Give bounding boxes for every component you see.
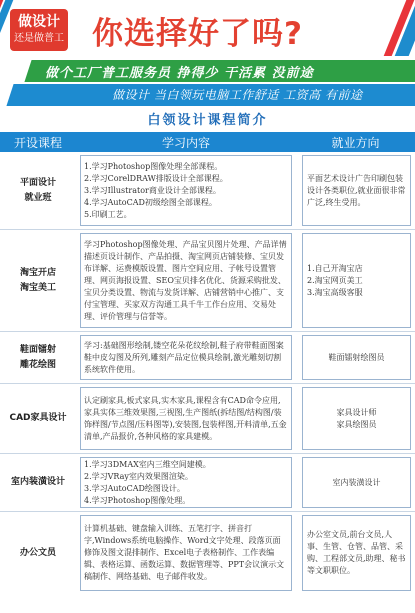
course-name — [0, 454, 76, 511]
table-row — [0, 230, 415, 332]
table-header — [0, 132, 415, 152]
header-content: 学习内容 — [161, 135, 210, 150]
content-line: 学习Photoshop图像处理、产品宝贝图片处理、产品详情描述页设计制作、产品拍摄、淘宝网页店铺装修、宝贝发布详解、运费模版设置、图片空间应用、子帐号设置管理、网页海报设置、SEO宝贝排名优化、货源采购批发、宝贝分类设置、物流与发货详解、店铺营销中心推广、支付宝管理、买家双方沟通工具千牛工作台应用、交易处理、评价管理与信誉等。 — [84, 239, 287, 321]
career-line: 鞋面镭射绘图员 — [328, 352, 385, 362]
table-row — [0, 512, 415, 594]
course-content — [80, 515, 292, 591]
header-course: 开设课程 — [13, 135, 62, 150]
table-row — [0, 332, 415, 384]
content-line: 3.学习Illustrator商业设计全部课程。 — [84, 185, 221, 195]
header-career: 就业方向 — [331, 135, 380, 150]
content-line: 3.学习AutoCAD绘图设计。 — [84, 483, 185, 493]
course-content — [80, 233, 292, 328]
career-line: 2.淘宝网页美工 — [307, 275, 363, 285]
course-name — [0, 152, 76, 229]
course-content — [80, 457, 292, 508]
poster-header — [0, 0, 415, 108]
content-line: 4.学习AutoCAD初级绘图全部课程。 — [84, 197, 217, 207]
course-name-line: CAD家具设计 — [9, 413, 67, 423]
badge-line2: 还是做普工 — [14, 33, 64, 44]
career-line: 室内装潢设计 — [332, 477, 381, 487]
content-line: 1.学习3DMAX室内三维空间建模。 — [84, 459, 211, 469]
career-line: 办公室文员,前台文员,人事、生管、仓管、品管、采购、工程部文员,助理、秘书等文职职位。 — [307, 530, 406, 575]
content-line: 2.学习VRay室内效果图渲染。 — [84, 471, 193, 481]
badge-line1: 做设计 — [18, 14, 60, 30]
course-content — [80, 387, 292, 450]
table-row — [0, 454, 415, 512]
content-line: 1.学习Photoshop图像处理全部课程。 — [84, 161, 223, 171]
course-name — [0, 512, 76, 594]
course-content — [80, 335, 292, 380]
course-name-line: 平面设计 — [19, 177, 56, 188]
headline: 你选择好了吗? — [92, 16, 303, 52]
course-name-line: 雕花绘图 — [19, 359, 56, 370]
course-name-line: 淘宝开店 — [19, 267, 56, 278]
course-name-line: 办公文员 — [19, 547, 56, 558]
section-title: 白领设计课程简介 — [147, 113, 268, 128]
course-table — [0, 132, 415, 594]
content-line: 5.印刷工艺。 — [84, 209, 132, 219]
career-line: 1.自己开淘宝店 — [307, 263, 363, 273]
career-line: 平面艺术设计广告印刷包装设计各类职位,就业面很非常广泛,终生受用。 — [307, 173, 406, 207]
career-direction — [302, 387, 411, 450]
content-line: 认定刷家具,板式家具,实木家具,课程含有CAD命令应用,家具实体三维效果图,三视图,生产图纸(拆结图/结构图/装饰样图/节点图/压料图等),安装图,包装样图,开料清单,五金清单,产品报价,各种风格的家具建模。 — [84, 395, 287, 441]
career-line: 3.淘宝高级客服 — [307, 287, 363, 297]
blue-band-text: 做设计 当白领玩电脑工作舒适 工资高 有前途 — [112, 88, 363, 102]
career-line: 家具设计师 — [336, 407, 377, 417]
content-line: 计算机基础、键盘输入训练、五笔打字、拼音打字,Windows系统电脑操作、Word文字处理、段落页面修饰及图文混排制作、Excel电子表格制作、工作表编辑、表格运算、函数运算、数据管理等、PPT会议演示文稿制作、网络基础、电子邮件收发。 — [84, 524, 285, 581]
green-band-text: 做个工厂普工服务员 挣得少 干活累 没前途 — [45, 66, 314, 81]
career-line: 家具绘图员 — [336, 419, 377, 429]
career-direction — [302, 233, 411, 328]
course-name-line: 淘宝美工 — [19, 282, 56, 293]
course-name — [0, 384, 76, 453]
table-row — [0, 152, 415, 230]
content-line: 2.学习CorelDRAW排版设计全部课程。 — [84, 173, 228, 183]
course-name-line: 室内装潢设计 — [10, 477, 65, 487]
course-name-line: 就业班 — [24, 192, 52, 203]
career-direction — [302, 335, 411, 380]
table-row — [0, 384, 415, 454]
course-name-line: 鞋面镭射 — [19, 344, 56, 355]
course-name — [0, 332, 76, 383]
career-direction — [302, 457, 411, 508]
content-line: 4.学习Photoshop图像处理。 — [84, 495, 191, 505]
course-name — [0, 230, 76, 331]
course-content — [80, 155, 292, 226]
content-line: 学习:基础图形绘制,镂空花朵花纹绘制,鞋子府带鞋面图案鞋中皮勾图及所列,雕刻产品定位模具绘制,激光雕刻切割系统软件使用。 — [84, 340, 284, 374]
career-direction — [302, 515, 411, 591]
career-direction — [302, 155, 411, 226]
badge — [10, 9, 68, 51]
